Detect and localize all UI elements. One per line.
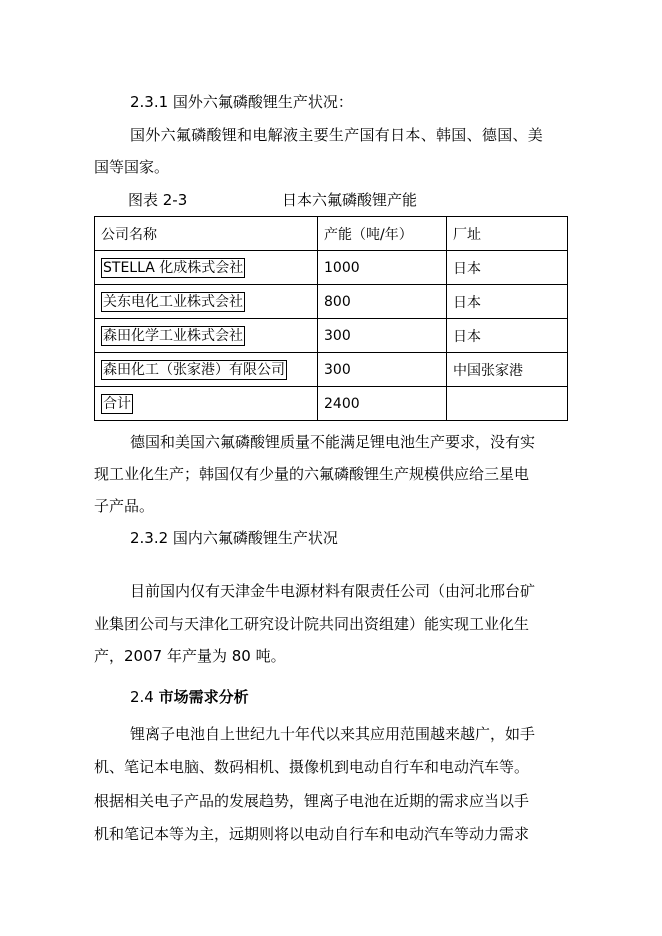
table-row (95, 285, 568, 319)
company-name: 关东电化工业株式会社 (103, 293, 243, 310)
table-row (95, 353, 568, 387)
table-caption-title: 日本六氟磷酸锂产能 (282, 191, 418, 209)
table-row (95, 251, 568, 285)
paragraph-line: 产，2007 年产量为 80 吨。 (94, 647, 286, 665)
capacity-table (94, 216, 568, 421)
table-row (95, 319, 568, 353)
paragraph-line: 根据相关电子产品的发展趋势，锂离子电池在近期的需求应当以手 (94, 792, 530, 810)
company-name: STELLA 化成株式会社 (103, 259, 244, 276)
paragraph-line: 锂离子电池自上世纪九十年代以来其应用范围越来越广，如手 (130, 725, 536, 743)
site-value: 中国张家港 (447, 353, 568, 387)
section-2-4-heading (130, 687, 249, 707)
capacity-value: 800 (318, 285, 447, 319)
table-header-row (95, 217, 568, 251)
table-total-row (95, 387, 568, 421)
header-capacity: 产能（吨/年） (318, 217, 447, 251)
paragraph-line: 德国和美国六氟磷酸锂质量不能满足锂电池生产要求，没有实 (130, 433, 536, 451)
header-site: 厂址 (447, 217, 568, 251)
paragraph-line: 现工业化生产；韩国仅有少量的六氟磷酸锂生产规模供应给三星电 (94, 465, 530, 483)
total-label: 合计 (103, 395, 131, 412)
section-number: 2.4 (130, 688, 154, 706)
paragraph-line: 国等国家。 (94, 158, 170, 176)
paragraph-line: 业集团公司与天津化工研究设计院共同出资组建）能实现工业化生 (94, 615, 530, 633)
company-name: 森田化学工业株式会社 (103, 327, 243, 344)
paragraph-line: 目前国内仅有天津金牛电源材料有限责任公司（由河北邢台矿 (130, 582, 536, 600)
header-company: 公司名称 (95, 217, 318, 251)
capacity-value: 300 (318, 319, 447, 353)
paragraph-line: 机、笔记本电脑、数码相机、摄像机到电动自行车和电动汽车等。 (94, 758, 530, 776)
section-title: 市场需求分析 (158, 688, 249, 706)
capacity-value: 1000 (318, 251, 447, 285)
total-capacity: 2400 (318, 387, 447, 421)
site-value: 日本 (447, 319, 568, 353)
site-value: 日本 (447, 285, 568, 319)
company-name: 森田化工（张家港）有限公司 (103, 361, 285, 378)
capacity-value: 300 (318, 353, 447, 387)
total-site (447, 387, 568, 421)
paragraph-line: 子产品。 (94, 497, 155, 515)
site-value: 日本 (447, 251, 568, 285)
section-2-3-1-heading: 2.3.1 国外六氟磷酸锂生产状况： (130, 93, 353, 111)
paragraph-line: 机和笔记本等为主，远期则将以电动自行车和电动汽车等动力需求 (94, 825, 530, 843)
paragraph-line: 国外六氟磷酸锂和电解液主要生产国有日本、韩国、德国、美 (130, 126, 544, 144)
section-2-3-2-heading: 2.3.2 国内六氟磷酸锂生产状况 (130, 529, 338, 547)
table-caption-label: 图表 2-3 (128, 191, 188, 209)
